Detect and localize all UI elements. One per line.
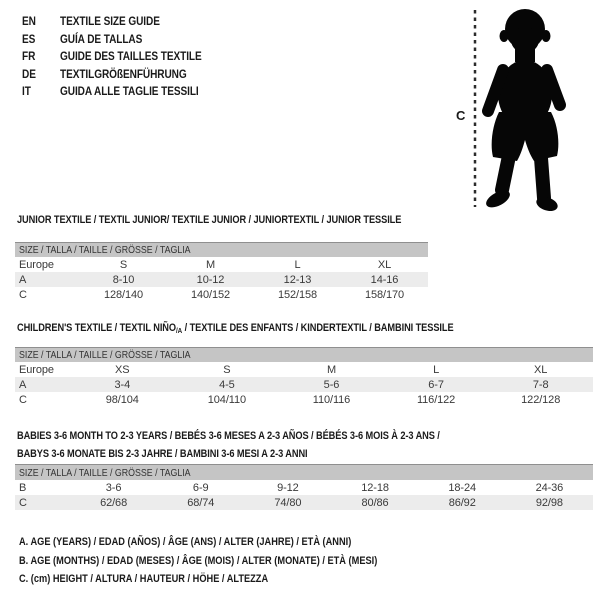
size-cell: 12-18 <box>361 481 389 494</box>
baby-silhouette-icon <box>450 4 600 212</box>
language-title: GUIDE DES TAILLES TEXTILE <box>60 49 202 64</box>
size-cell: S <box>119 258 128 271</box>
baby-height-figure <box>450 4 600 212</box>
size-cell: 158/170 <box>364 288 405 301</box>
row-label: B <box>19 481 27 494</box>
table-row-europe <box>15 257 428 272</box>
language-list <box>22 13 229 101</box>
size-cell: 8-10 <box>112 273 135 286</box>
size-cell: 18-24 <box>448 481 477 494</box>
size-cell: 14-16 <box>370 273 399 286</box>
size-header-bar: SIZE / TALLA / TAILLE / GRÖSSE / TAGLIA <box>15 464 593 480</box>
children-table <box>15 347 593 407</box>
table-row-height <box>15 495 593 510</box>
row-label: Europe <box>19 363 54 376</box>
junior-table <box>15 242 428 302</box>
size-cell: 74/80 <box>274 496 302 509</box>
row-label: C <box>19 288 27 301</box>
table-row-height <box>15 287 428 302</box>
language-title: GUIDA ALLE TAGLIE TESSILI <box>60 84 199 99</box>
size-cell: 116/122 <box>416 393 456 406</box>
size-cell: 128/140 <box>103 288 144 301</box>
babies-size-table <box>15 480 593 510</box>
size-cell: 3-4 <box>114 378 131 391</box>
size-cell: 12-13 <box>283 273 312 286</box>
row-label: Europe <box>19 258 54 271</box>
size-cell: L <box>294 258 301 271</box>
size-cell: 24-36 <box>535 481 564 494</box>
row-label: C <box>19 393 27 406</box>
size-header-bar: SIZE / TALLA / TAILLE / GRÖSSE / TAGLIA <box>15 242 428 257</box>
language-row-en <box>22 13 229 31</box>
babies-table <box>15 464 593 510</box>
size-cell: 86/92 <box>448 496 476 509</box>
junior-table-title: JUNIOR TEXTILE / TEXTIL JUNIOR/ TEXTILE JUNIOR / JUNIORTEXTIL / JUNIOR TESSILE <box>17 214 402 226</box>
language-row-fr <box>22 48 229 66</box>
size-header-bar: SIZE / TALLA / TAILLE / GRÖSSE / TAGLIA <box>15 347 593 362</box>
language-code: DE <box>22 66 36 81</box>
size-cell: 7-8 <box>532 378 549 391</box>
children-size-table <box>15 362 593 407</box>
language-code: EN <box>22 14 36 28</box>
language-row-de <box>22 66 229 84</box>
table-row-age <box>15 272 428 287</box>
row-label: A <box>19 273 27 286</box>
size-cell: 5-6 <box>323 378 340 391</box>
language-code: ES <box>22 31 36 46</box>
size-cell: 10-12 <box>196 273 225 286</box>
size-cell: 92/98 <box>535 496 563 509</box>
size-cell: 62/68 <box>100 496 128 509</box>
size-cell: 80/86 <box>361 496 389 509</box>
size-cell: 140/152 <box>190 288 231 301</box>
table-row-age <box>15 377 593 392</box>
size-cell: 110/116 <box>312 393 351 406</box>
size-cell: 3-6 <box>105 481 122 494</box>
size-cell: 98/104 <box>105 393 139 406</box>
footnote-a: A. AGE (YEARS) / EDAD (AÑOS) / ÂGE (ANS) / ALTER (JAHRE) / ETÀ (ANNI) <box>19 536 352 548</box>
size-cell: 9-12 <box>277 481 299 494</box>
language-code: FR <box>22 49 36 64</box>
language-row-it <box>22 83 229 101</box>
children-table-title: CHILDREN'S TEXTILE / TEXTIL NIÑO/A / TEXTILE DES ENFANTS / KINDERTEXTIL / BAMBINI TESSILE <box>17 322 454 335</box>
table-row-age-months <box>15 480 593 495</box>
table-row-europe <box>15 362 593 377</box>
row-label: C <box>19 496 27 509</box>
size-cell: 122/128 <box>521 393 561 406</box>
language-title: TEXTILE SIZE GUIDE <box>60 14 160 28</box>
size-cell: 104/110 <box>207 393 247 406</box>
size-cell: 6-9 <box>192 481 209 494</box>
size-cell: 68/74 <box>187 496 215 509</box>
row-label: A <box>19 378 27 391</box>
size-cell: S <box>223 363 231 376</box>
language-title: GUÍA DE TALLAS <box>60 31 143 46</box>
size-cell: M <box>326 363 337 376</box>
language-code: IT <box>22 84 31 99</box>
junior-size-table <box>15 257 428 302</box>
table-row-height <box>15 392 593 407</box>
size-cell: XS <box>115 363 130 376</box>
size-cell: 6-7 <box>428 378 444 391</box>
size-cell: M <box>205 258 216 271</box>
footnote-b: B. AGE (MONTHS) / EDAD (MESES) / ÂGE (MOIS) / ALTER (MONATE) / ETÀ (MESI) <box>19 554 378 567</box>
language-row-es <box>22 31 229 49</box>
nino-a-subscript: /A <box>175 326 183 335</box>
size-cell: XL <box>377 258 392 271</box>
size-cell: 152/158 <box>277 288 318 301</box>
babies-table-title: BABIES 3-6 MONTH TO 2-3 YEARS / BEBÉS 3-6 MESES A 2-3 AÑOS / BÉBÉS 3-6 MOIS À 2-3 ANS / BABYS 3-6 MONATE BIS 2-3 JAHRE / BAMBINI 3-6 MESI A 2-3 ANNI <box>17 430 440 460</box>
size-cell: 4-5 <box>219 378 235 391</box>
language-title: TEXTILGRÖßENFÜHRUNG <box>60 66 187 81</box>
size-cell: L <box>433 363 440 376</box>
footnotes <box>19 533 446 589</box>
footnote-c: C. (cm) HEIGHT / ALTURA / HAUTEUR / HÖHE / ALTEZZA <box>19 573 269 585</box>
height-marker-label: C <box>456 108 466 123</box>
size-cell: XL <box>534 363 548 376</box>
